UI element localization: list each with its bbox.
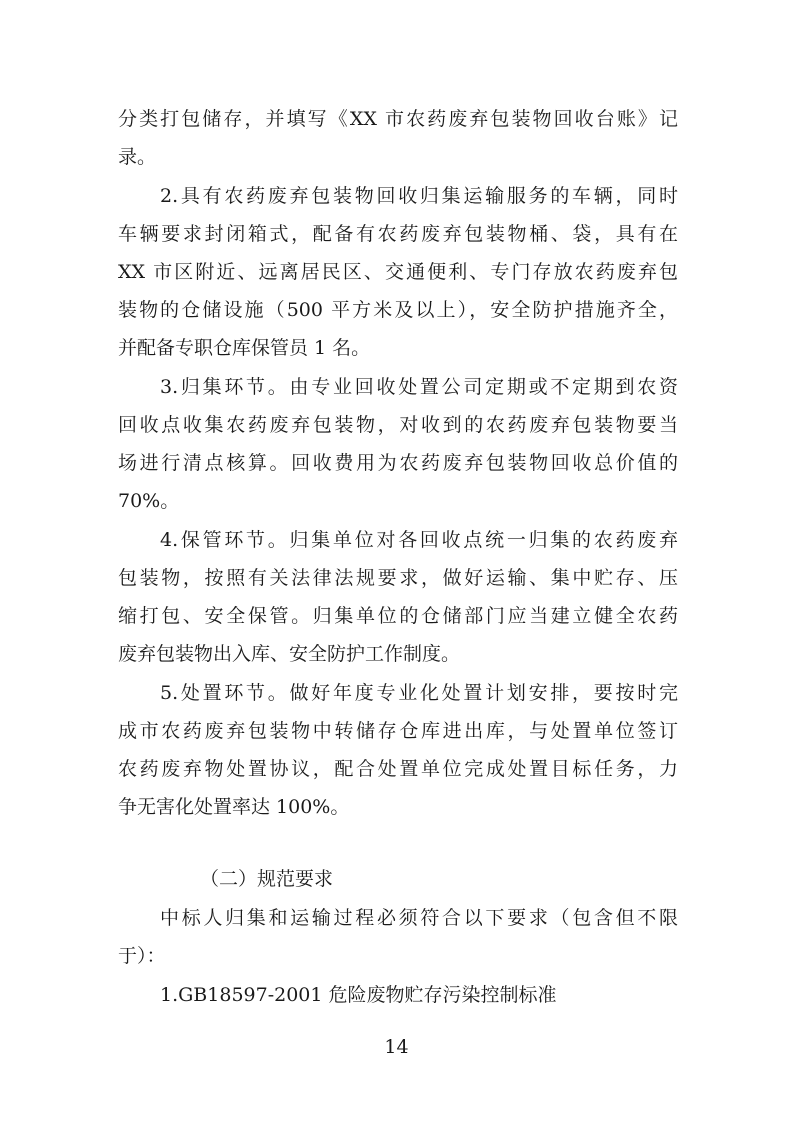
paragraph-line: 分类打包储存，并填写《XX 市农药废弃包装物回收台账》记 — [118, 108, 678, 130]
paragraph-line: XX 市区附近、远离居民区、交通便利、专门存放农药废弃包 — [118, 261, 678, 283]
paragraph-line: 于）： — [118, 945, 166, 967]
paragraph-line: 成市农药废弃包装物中转储存仓库进出库，与处置单位签订 — [118, 720, 678, 742]
paragraph-line: 缩打包、安全保管。归集单位的仓储部门应当建立健全农药 — [118, 605, 678, 627]
paragraph-line: 场进行清点核算。回收费用为农药废弃包装物回收总价值的 — [118, 452, 678, 474]
paragraph-line: 并配备专职仓库保管员 1 名。 — [118, 337, 371, 359]
paragraph-line: 回收点收集农药废弃包装物，对收到的农药废弃包装物要当 — [118, 414, 678, 436]
paragraph-line: 3.归集环节。由专业回收处置公司定期或不定期到农资 — [160, 376, 678, 398]
paragraph-line: 中标人归集和运输过程必须符合以下要求（包含但不限 — [160, 907, 678, 929]
paragraph-line: 废弃包装物出入库、安全防护工作制度。 — [118, 643, 461, 665]
paragraph-line: 车辆要求封闭箱式，配备有农药废弃包装物桶、袋，具有在 — [118, 223, 678, 245]
paragraph-line: 装物的仓储设施（500 平方米及以上），安全防护措施齐全， — [118, 299, 678, 321]
paragraph-line: 5.处置环节。做好年度专业化处置计划安排，要按时完 — [160, 682, 678, 704]
paragraph-line: 2.具有农药废弃包装物回收归集运输服务的车辆，同时 — [160, 185, 678, 207]
page-number: 14 — [384, 1036, 409, 1058]
paragraph-line: 70%。 — [118, 490, 180, 512]
paragraph-line: 农药废弃物处置协议，配合处置单位完成处置目标任务，力 — [118, 758, 678, 780]
paragraph-line: 包装物，按照有关法律法规要求，做好运输、集中贮存、压 — [118, 567, 678, 589]
paragraph-line: 4.保管环节。归集单位对各回收点统一归集的农药废弃 — [160, 529, 678, 551]
paragraph-line: 争无害化处置率达 100%。 — [118, 796, 350, 818]
paragraph-line: 1.GB18597-2001 危险废物贮存污染控制标准 — [160, 984, 557, 1006]
section-heading: （二）规范要求 — [200, 868, 334, 890]
paragraph-line: 录。 — [118, 146, 157, 168]
